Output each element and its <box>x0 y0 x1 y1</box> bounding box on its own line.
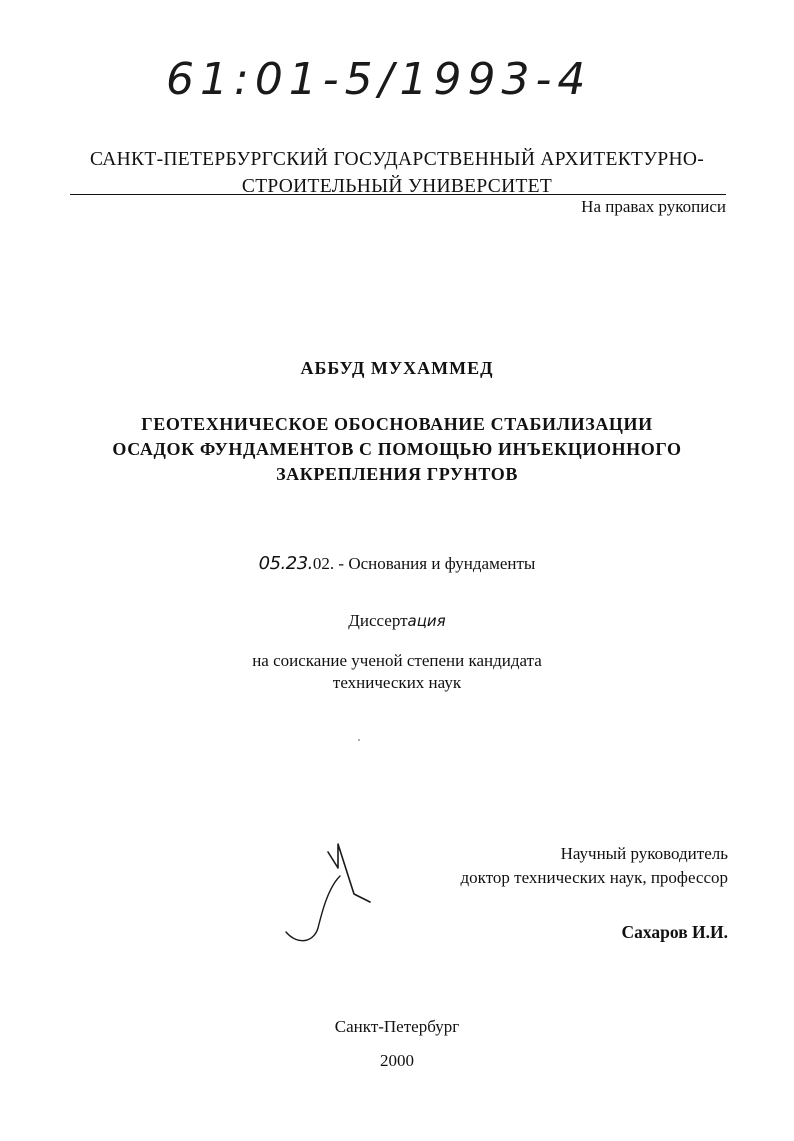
specialty-code-printed: 02. <box>312 554 335 573</box>
university-line-1: САНКТ-ПЕТЕРБУРГСКИЙ ГОСУДАРСТВЕННЫЙ АРХИТЕКТУРНО- <box>89 149 705 170</box>
university-line-2: СТРОИТЕЛЬНЫЙ УНИВЕРСИТЕТ <box>241 176 553 197</box>
header-divider <box>70 194 726 195</box>
scan-speck <box>358 739 360 741</box>
work-type-handwritten: ация <box>407 612 446 630</box>
supervisor-signature <box>278 838 398 950</box>
specialty-line <box>0 553 794 574</box>
title-line-2: ОСАДОК ФУНДАМЕНТОВ С ПОМОЩЬЮ ИНЪЕКЦИОННОГО <box>112 439 682 459</box>
supervisor-degree: доктор технических наук, профессор <box>460 868 728 887</box>
specialty-name: - Основания и фундаменты <box>334 554 536 573</box>
work-type <box>0 611 794 631</box>
specialty-code-handwritten: 05.23. <box>258 553 313 574</box>
dissertation-title <box>60 412 734 487</box>
degree-line-2: технических наук <box>332 673 462 692</box>
supervisor-role: Научный руководитель <box>560 844 728 863</box>
author-name: АББУД МУХАММЕД <box>300 358 494 378</box>
degree-line-1: на соискание ученой степени кандидата <box>252 651 542 670</box>
title-line-1: ГЕОТЕХНИЧЕСКОЕ ОБОСНОВАНИЕ СТАБИЛИЗАЦИИ <box>141 414 653 434</box>
title-line-3: ЗАКРЕПЛЕНИЯ ГРУНТОВ <box>276 464 518 484</box>
year: 2000 <box>380 1051 414 1070</box>
manuscript-rights-note: На правах рукописи <box>581 197 726 216</box>
archive-number-text: 61:01-5/1993-4 <box>166 54 592 105</box>
university-name <box>40 146 754 200</box>
degree-statement <box>0 650 794 694</box>
work-type-printed: Диссерт <box>348 611 408 630</box>
supervisor-name: Сахаров И.И. <box>621 922 728 942</box>
handwritten-archive-number <box>160 48 600 108</box>
city: Санкт-Петербург <box>334 1017 460 1036</box>
supervisor-block <box>461 842 728 890</box>
